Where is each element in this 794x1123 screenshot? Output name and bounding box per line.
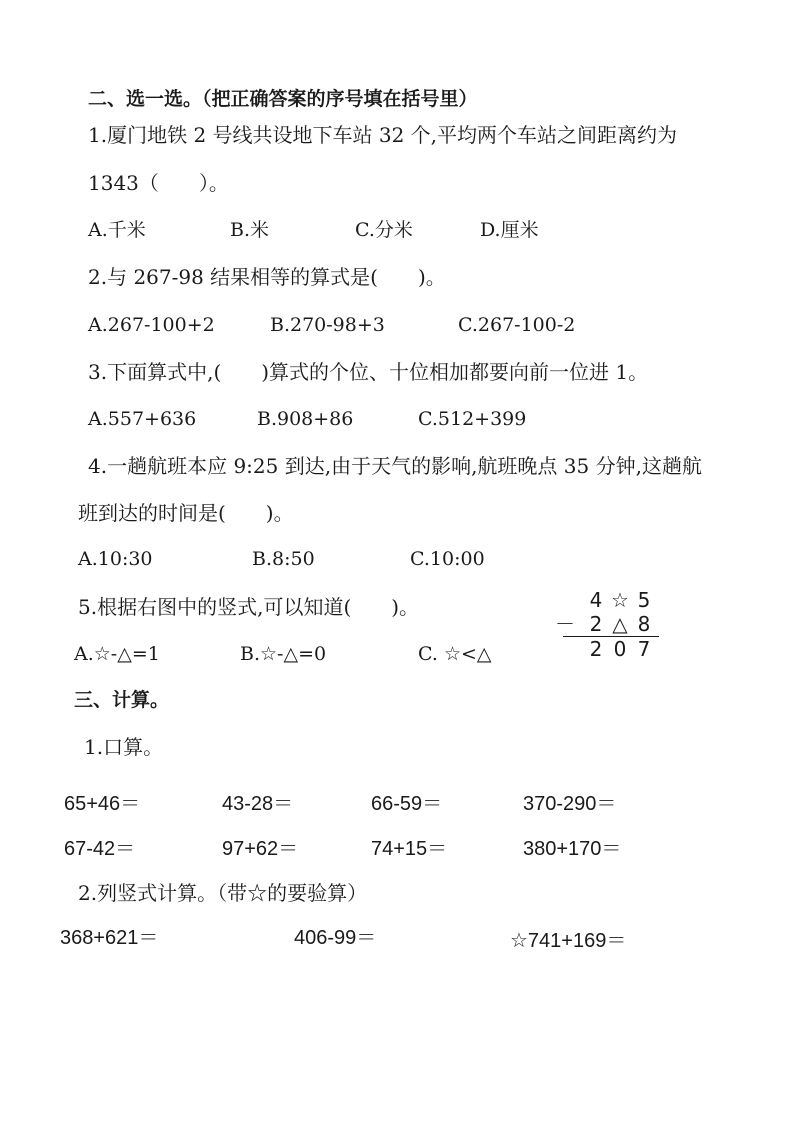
question-1-line-1: 1.厦门地铁 2 号线共设地下车站 32 个,平均两个车站之间距离约为 (88, 123, 678, 147)
question-3-text: 3.下面算式中,( )算式的个位、十位相加都要向前一位进 1。 (88, 360, 649, 384)
question-4-option-c[interactable]: C.10:00 (410, 548, 485, 570)
minuend-digit-ones: 5 (637, 588, 651, 612)
question-2-option-b[interactable]: B.270-98+3 (270, 314, 385, 336)
vertical-calc-item[interactable]: 406-99＝ (294, 927, 377, 949)
question-4-option-b[interactable]: B.8:50 (252, 548, 315, 570)
question-2-text: 2.与 267-98 结果相等的算式是( )。 (88, 265, 446, 289)
question-4-line-2: 班到达的时间是( )。 (78, 501, 294, 525)
question-2-option-c[interactable]: C.267-100-2 (458, 314, 576, 336)
question-4-option-a[interactable]: A.10:30 (78, 548, 153, 570)
subtrahend-triangle-symbol: △ (612, 612, 628, 636)
question-5-option-c[interactable]: C. ☆<△ (418, 643, 492, 665)
oral-calc-item[interactable]: 370-290＝ (523, 793, 617, 815)
minuend-star-symbol: ☆ (611, 588, 629, 612)
question-2-option-a[interactable]: A.267-100+2 (88, 314, 215, 336)
oral-calc-item[interactable]: 97+62＝ (222, 838, 299, 860)
result-digit-tens: 0 (613, 637, 627, 661)
vertical-row-result (555, 637, 660, 661)
oral-calc-item[interactable]: 380+170＝ (523, 838, 622, 860)
vertical-row-minuend (555, 588, 660, 612)
section-2-heading: 二、选一选。（把正确答案的序号填在括号里） (88, 88, 478, 110)
oral-calc-item[interactable]: 74+15＝ (371, 838, 448, 860)
oral-calc-item[interactable]: 65+46＝ (64, 793, 141, 815)
oral-calc-item[interactable]: 66-59＝ (371, 793, 443, 815)
question-1-option-d[interactable]: D.厘米 (480, 219, 539, 241)
oral-calc-title: 1.口算。 (84, 735, 164, 759)
vertical-calc-item[interactable]: 368+621＝ (60, 927, 159, 949)
section-3-heading: 三、计算。 (74, 689, 170, 711)
subtrahend-digit-hundreds: 2 (589, 612, 603, 636)
oral-calc-item[interactable]: 43-28＝ (222, 793, 294, 815)
vertical-row-subtrahend (555, 612, 660, 636)
vertical-calc-item-starred[interactable]: ☆741+169＝ (510, 930, 627, 952)
question-5-text: 5.根据右图中的竖式,可以知道( )。 (78, 595, 420, 619)
question-1-line-2: 1343（ ）。 (88, 171, 229, 195)
question-5-option-b[interactable]: B.☆-△=0 (240, 643, 327, 665)
question-4-line-1: 4.一趟航班本应 9:25 到达,由于天气的影响,航班晚点 35 分钟,这趟航 (88, 454, 702, 478)
question-5-option-a[interactable]: A.☆-△=1 (74, 643, 160, 665)
vertical-subtraction-figure (555, 588, 660, 660)
question-3-option-b[interactable]: B.908+86 (257, 408, 354, 430)
subtrahend-digit-ones: 8 (637, 612, 651, 636)
question-3-option-c[interactable]: C.512+399 (418, 408, 527, 430)
result-digit-ones: 7 (637, 637, 651, 661)
vertical-calc-title: 2.列竖式计算。（带☆的要验算） (78, 881, 368, 905)
result-digit-hundreds: 2 (589, 637, 603, 661)
minuend-digit-hundreds: 4 (589, 588, 603, 612)
question-1-option-a[interactable]: A.千米 (88, 219, 146, 241)
question-1-option-b[interactable]: B.米 (230, 219, 270, 241)
minus-sign: － (555, 612, 575, 636)
question-1-option-c[interactable]: C.分米 (355, 219, 413, 241)
oral-calc-item[interactable]: 67-42＝ (64, 838, 136, 860)
question-3-option-a[interactable]: A.557+636 (88, 408, 197, 430)
